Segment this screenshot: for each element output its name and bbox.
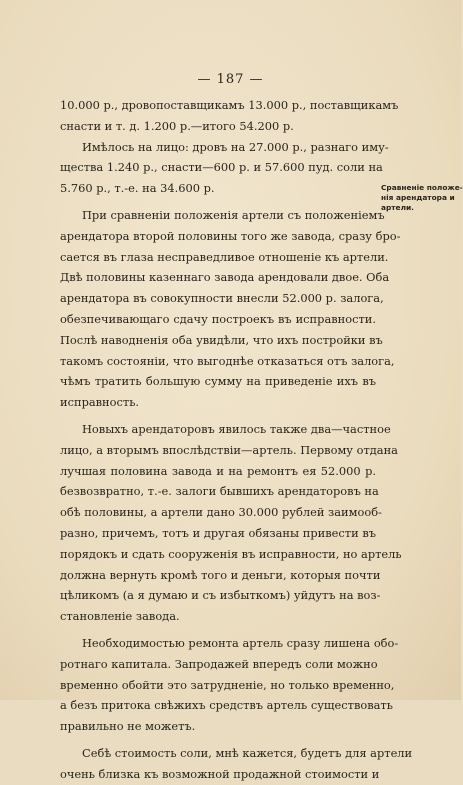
text-line: щества 1.240 р., снасти—600 р. и 57.600 пуд. соли на [60, 160, 383, 175]
text-line: При сравненіи положенія артели съ положеніемъ [82, 207, 385, 222]
text-line: 5.760 р., т.-е. на 34.600 р. [60, 181, 215, 196]
page-number: — 187 — [197, 72, 264, 87]
paragraph-5 [60, 633, 399, 737]
text-line: сается въ глаза несправедливое отношеніе къ артели. [60, 249, 389, 264]
text-line: правильно не можетъ. [60, 719, 196, 734]
text-line: разно, причемъ, тотъ и другая обязаны привести въ [60, 525, 376, 540]
margin-note-line: нія арендатора и [381, 192, 455, 202]
text-line: должна вернуть кромѣ того и деньги, которыя почти [60, 567, 381, 582]
text-line: безвозвратно, т.-е. залоги бывшихъ арендаторовъ на [60, 484, 379, 499]
text-line: Новыхъ арендаторовъ явилось также два—частное [82, 421, 391, 436]
margin-note-line: Сравненіе положе- [381, 183, 463, 192]
text-line: обѣ половины, а артели дано 30.000 рублей заимооб- [60, 505, 382, 520]
paragraph-4 [60, 419, 402, 627]
text-line: лучшая половина завода и на ремонтъ ея 52.000 р. [60, 463, 376, 478]
text-line: арендатора въ совокупности внесли 52.000 р. залога, [60, 291, 384, 306]
body-text [60, 95, 413, 785]
text-line: Двѣ половины казеннаго завода арендовали двое. Оба [60, 270, 390, 285]
paragraph-2 [60, 137, 389, 199]
text-line: обезпечивающаго сдачу построекъ въ исправности. [60, 311, 376, 326]
text-line: цѣликомъ (а я думаю и съ избыткомъ) уйдутъ на воз- [60, 588, 381, 603]
text-line: арендатора второй половины того же завода, сразу бро- [60, 228, 401, 243]
text-line: исправность. [60, 395, 140, 410]
text-line: снасти и т. д. 1.200 р.—итого 54.200 р. [60, 118, 294, 133]
text-line: лицо, а вторымъ впослѣдствіи—артель. Первому отдана [60, 442, 398, 457]
margin-note [381, 183, 463, 212]
text-line: Себѣ стоимость соли, мнѣ кажется, будетъ для артели [82, 745, 413, 760]
text-line: очень близка къ возможной продажной стоимости и [60, 766, 380, 781]
text-line: становленіе завода. [60, 609, 180, 624]
text-line: 10.000 р., дровопоставщикамъ 13.000 р., поставщикамъ [60, 98, 399, 112]
paragraph-1 [60, 95, 399, 137]
margin-note-line: артели. [381, 202, 414, 212]
text-line: такомъ состояніи, что выгоднѣе отказаться отъ залога, [60, 353, 395, 368]
text-line: ротнаго капитала. Запродажей впередъ соли можно [60, 656, 378, 671]
text-line: Необходимостью ремонта артель сразу лишена обо- [82, 635, 399, 650]
text-line: чѣмъ тратить большую сумму на приведеніе ихъ въ [60, 374, 376, 389]
text-line: порядокъ и сдать сооруженія въ исправности, но артель [60, 546, 402, 561]
text-line: Имѣлось на лицо: дровъ на 27.000 р., разнаго иму- [82, 139, 389, 154]
paragraph-6 [60, 743, 413, 785]
text-line: Послѣ наводненія оба увидѣли, что ихъ постройки въ [60, 332, 383, 347]
text-line: а безъ притока свѣжихъ средствъ артель существовать [60, 698, 393, 713]
paragraph-3 [60, 205, 401, 413]
text-line: временно обойти это затрудненіе, но только временно, [60, 677, 395, 692]
